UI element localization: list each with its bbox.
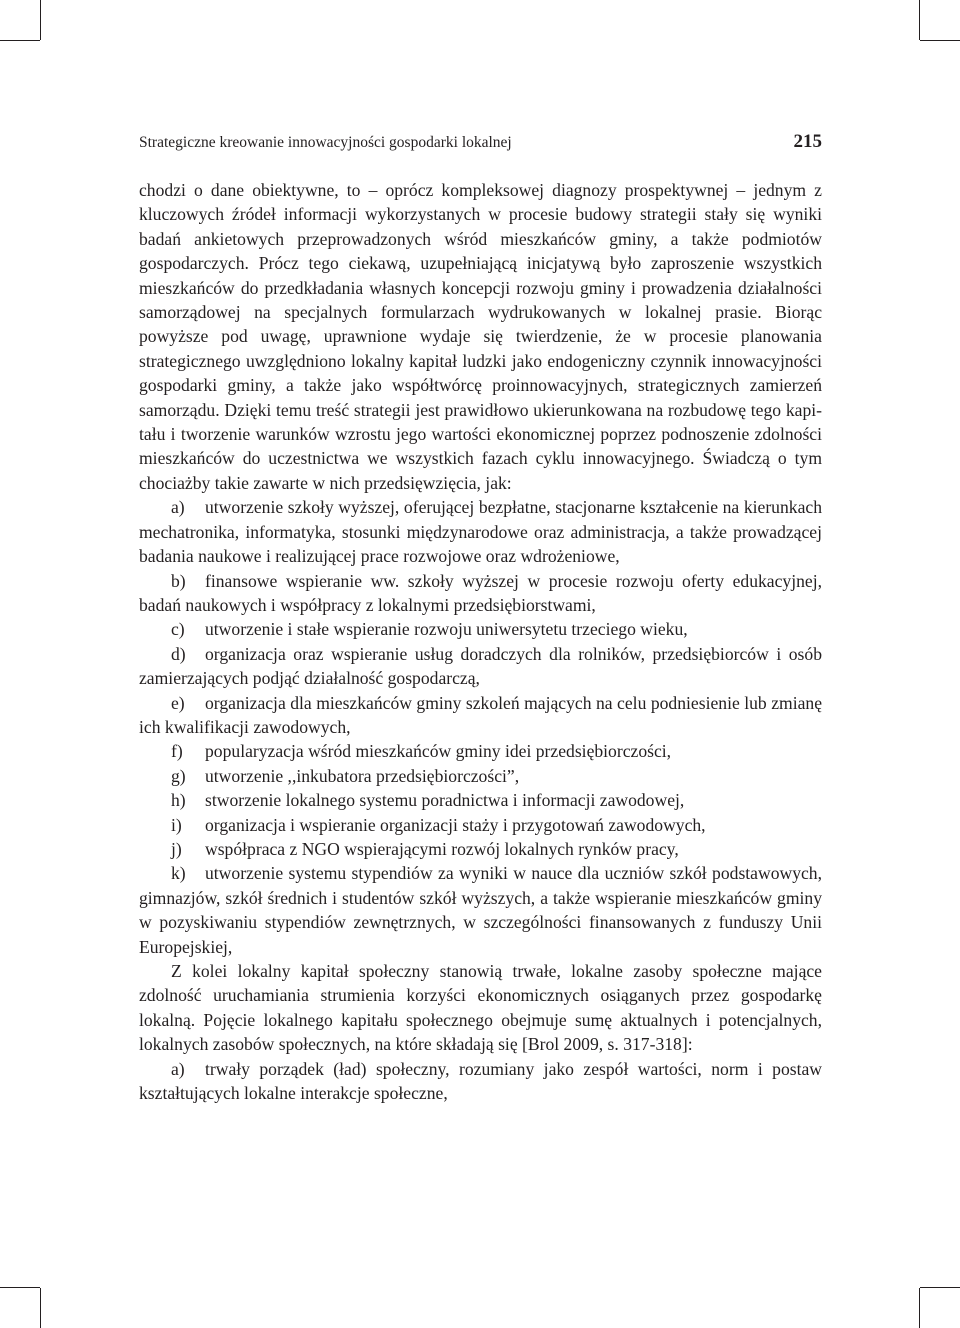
- list-item-text: organizacja dla mieszkańców gminy szkoleń mających na celu podniesienie lub zmianę ich kwalifikacji zawodowych,: [139, 692, 822, 737]
- list-item-text: utworzenie systemu stypendiów za wyniki w nauce dla uczniów szkół podstawowych, gimnazjów, szkół średnich i studentów szkół wyższych, a także wspieranie mieszkańców gminy w pozyskiwaniu stypendiów zewnętrznych, w szczególności finansowanych z funduszy Unii Europejskiej,: [139, 863, 822, 957]
- paragraph-social-capital: Z kolei lokalny kapitał społeczny stanowią trwałe, lokalne zasoby społeczne mające zdolność uruchamiania strumienia korzyści ekonomicznych osiąganych przez gospodarkę lokalną. Pojęcie lokalnego kapitału społecznego obejmuje sumę aktualnych i potencjalnych, lokalnych zasobów społecznych, na które składają się [Brol 2009, s. 317-318]:: [139, 961, 822, 1055]
- crop-mark-bottom-left-horizontal: [0, 1287, 40, 1288]
- crop-mark-top-right-horizontal: [920, 40, 960, 41]
- list-marker: d): [171, 643, 186, 664]
- list-item-text: współpraca z NGO wspierającymi rozwój lokalnych rynków pracy,: [205, 838, 679, 859]
- crop-mark-top-left-horizontal: [0, 40, 40, 41]
- running-title: Strategiczne kreowanie innowacyjności gospodarki lokalnej: [139, 134, 512, 151]
- list-marker: g): [171, 765, 186, 786]
- list-item: [139, 837, 822, 861]
- list-item-text: organizacja oraz wspieranie usług doradczych dla rolników, przedsiębiorców i osób zamierzających podjąć działalność gospodarczą,: [139, 643, 822, 689]
- list-item: [139, 788, 822, 812]
- list-item: [139, 569, 822, 618]
- list-marker: b): [171, 570, 186, 591]
- running-head: [139, 131, 822, 155]
- crop-mark-bottom-right-vertical: [919, 1288, 920, 1328]
- list-item-text: finansowe wspieranie ww. szkoły wyższej w procesie rozwoju oferty edukacyjnej, badań naukowych i współpracy z lokalnymi przedsiębiorstwami,: [139, 570, 822, 615]
- list-item: [139, 861, 822, 959]
- list-marker: i): [171, 814, 182, 835]
- list-item-text: utworzenie ,,inkubatora przedsiębiorczości”,: [205, 765, 520, 786]
- crop-mark-bottom-left-vertical: [40, 1288, 41, 1328]
- list-marker: a): [171, 1058, 185, 1079]
- list-item: [139, 739, 822, 763]
- list-item-text: organizacja i wspieranie organizacji staży i przygotowań zawodowych,: [205, 814, 706, 835]
- list-marker: a): [171, 497, 185, 518]
- list-item: [139, 617, 822, 641]
- list-marker: f): [171, 741, 183, 762]
- list-item-text: stworzenie lokalnego systemu poradnictwa i informacji zawodowej,: [205, 790, 685, 811]
- list-item-text: popularyzacja wśród mieszkańców gminy idei przedsiębiorczości,: [205, 741, 672, 762]
- crop-mark-bottom-right-horizontal: [920, 1287, 960, 1288]
- list-item: [139, 642, 822, 691]
- crop-mark-top-right-vertical: [919, 0, 920, 40]
- list-marker: c): [171, 619, 185, 640]
- crop-mark-top-left-vertical: [40, 0, 41, 40]
- list-item: [139, 764, 822, 788]
- list-item: [139, 1057, 822, 1106]
- list-item-text: utworzenie szkoły wyższej, oferującej bezpłatne, stacjonarne kształcenie na kierunkach mechatronika, informatyka, stosunki międzynarodowe oraz administracja, a także prowadzącej badania naukowe i realizującej prace rozwojowe oraz wdrożeniowe,: [139, 497, 822, 567]
- paragraph-continued: chodzi o dane obiektywne, to – oprócz kompleksowej diagnozy prospektywnej – jednym z kluczowych źródeł informacji wykorzystanych w procesie budowy strategii stały się wyniki badań ankietowych przeprowadzonych wśród mieszkańców gminy, a także podmiotów gospodarczych. Prócz tego ciekawą, uzupełniającą inicjatywą było zaproszenie wszystkich mieszkańców do przedkładania własnych koncepcji rozwoju gminy i prowadzenia działalności samorządowej na specjalnych formularzach wydrukowanych w lokalnej prasie. Biorąc powyższe pod uwagę, uprawnione wydaje się twierdzenie, że w procesie planowania strategicznego uwzględniono lokalny kapitał ludzki jako endogeniczny czynnik innowacyjności gospodarki gminy, a także jako współtwórcę proinnowacyjnych, strategicznych zamierzeń samorządu. Dzięki temu treść strategii jest prawidłowo ukierunkowana na rozbudowę tego kapitału i tworzenie warunków wzrostu jego wartości ekonomicznej poprzez podnoszenie zdolności mieszkańców do uczestnictwa we wszystkich fazach cyklu innowacyjnego. Świadczą o tym chociażby takie zawarte w nich przedsięwzięcia, jak:: [139, 180, 822, 493]
- list-item: [139, 813, 822, 837]
- list-marker: j): [171, 838, 182, 859]
- list-marker: e): [171, 692, 185, 713]
- initiatives-list: [139, 495, 822, 959]
- list-item-text: utworzenie i stałe wspieranie rozwoju uniwersytetu trzeciego wieku,: [205, 619, 688, 640]
- list-item-text: trwały porządek (ład) społeczny, rozumiany jako zespół wartości, norm i postaw kształtujących lokalne interakcje społeczne,: [139, 1058, 822, 1104]
- list-item: [139, 495, 822, 568]
- social-capital-list: [139, 1057, 822, 1106]
- body-text: [139, 178, 822, 1105]
- page-number: 215: [793, 131, 822, 152]
- list-marker: h): [171, 790, 186, 811]
- list-marker: k): [171, 863, 186, 884]
- list-item: [139, 691, 822, 740]
